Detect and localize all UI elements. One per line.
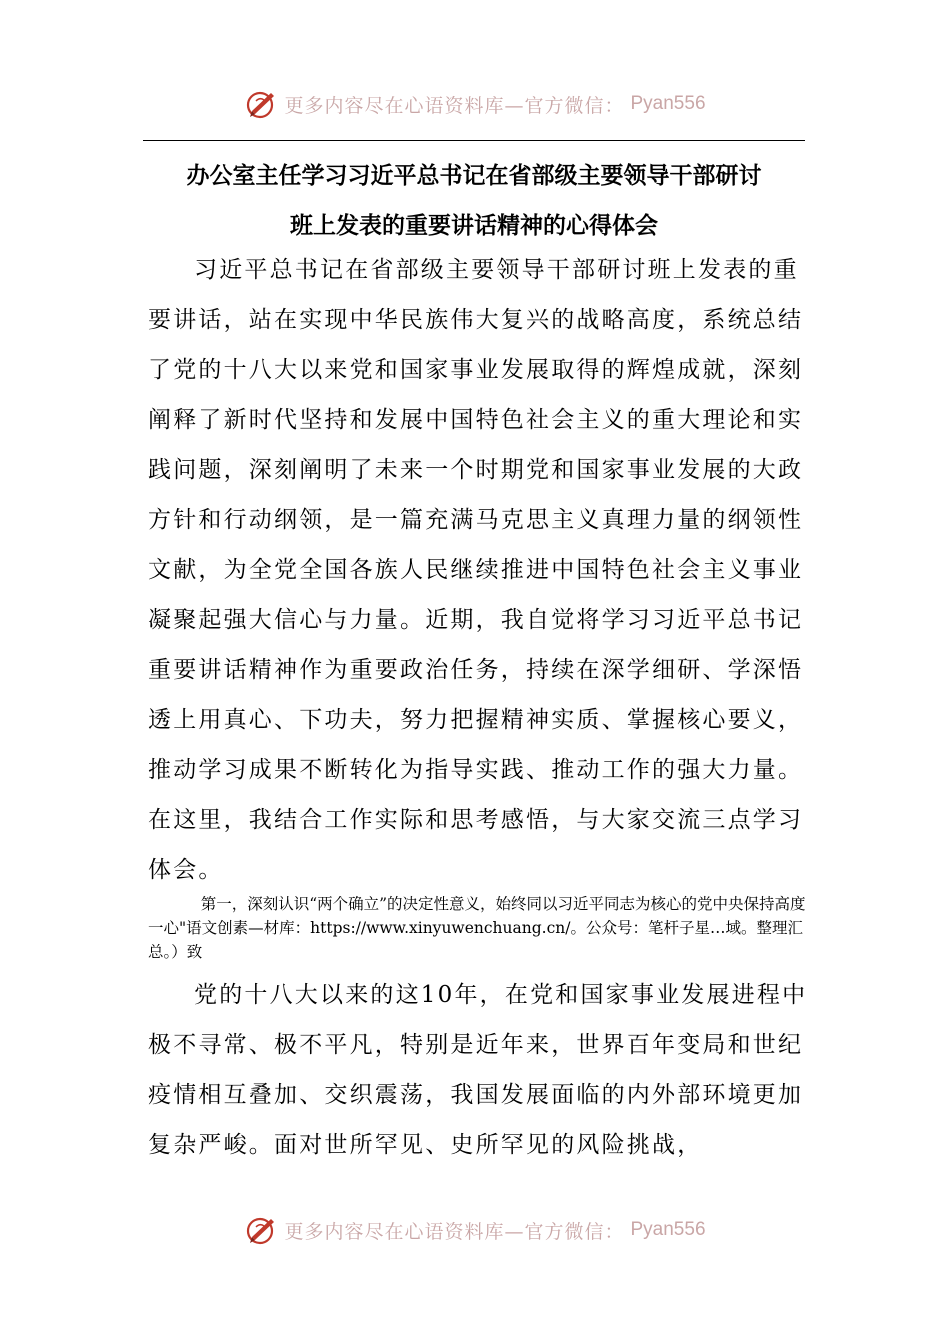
watermark-wechat-id: Pyan556 bbox=[630, 93, 706, 114]
body-paragraph-2: 党的十八大以来的这10年，在党和国家事业发展进程中极不寻常、极不平凡，特别是近年来，世界百年变局和世纪疫情相互叠加、交织震荡，我国发展面临的内外部环境更加复杂严峻。面对世所罕见、史所罕见的风险挑战， bbox=[148, 982, 808, 1158]
pen-logo-icon bbox=[244, 87, 278, 121]
watermark-text: 更多内容尽在心语资料库—官方微信： bbox=[284, 1220, 625, 1243]
document-title-line-2: 班上发表的重要讲话精神的心得体会 bbox=[290, 213, 658, 239]
pen-logo-icon bbox=[244, 1213, 278, 1247]
header-divider bbox=[143, 140, 805, 141]
header-watermark bbox=[0, 84, 950, 124]
watermark-wechat-id: Pyan556 bbox=[630, 1219, 706, 1240]
body-paragraph-1: 习近平总书记在省部级主要领导干部研讨班上发表的重要讲话，站在实现中华民族伟大复兴的战略高度，系统总结了党的十八大以来党和国家事业发展取得的辉煌成就，深刻阐释了新时代坚持和发展中国特色社会主义的重大理论和实践问题，深刻阐明了未来一个时期党和国家事业发展的大政方针和行动纲领，是一篇充满马克思主义真理力量的纲领性文献，为全党全国各族人民继续推进中国特色社会主义事业凝聚起强大信心与力量。近期，我自觉将学习习近平总书记重要讲话精神作为重要政治任务，持续在深学细研、学深悟透上用真心、下功夫，努力把握精神实质、掌握核心要义，推动学习成果不断转化为指导实践、推动工作的强大力量。在这里，我结合工作实际和思考感悟，与大家交流三点学习体会。 bbox=[148, 257, 804, 883]
footer-watermark bbox=[0, 1210, 950, 1250]
document-title-line-1: 办公室主任学习习近平总书记在省部级主要领导干部研讨 bbox=[186, 163, 762, 189]
watermark-text: 更多内容尽在心语资料库—官方微信： bbox=[284, 94, 625, 117]
section-heading-note: 第一，深刻认识“两个确立”的决定性意义，始终同以习近平同志为核心的党中央保持高度一心"语文创素—材库：https://www.xinyuwenchuang.cn/。公众号：笔杆子星…域。整理汇总。）致 bbox=[148, 895, 806, 961]
